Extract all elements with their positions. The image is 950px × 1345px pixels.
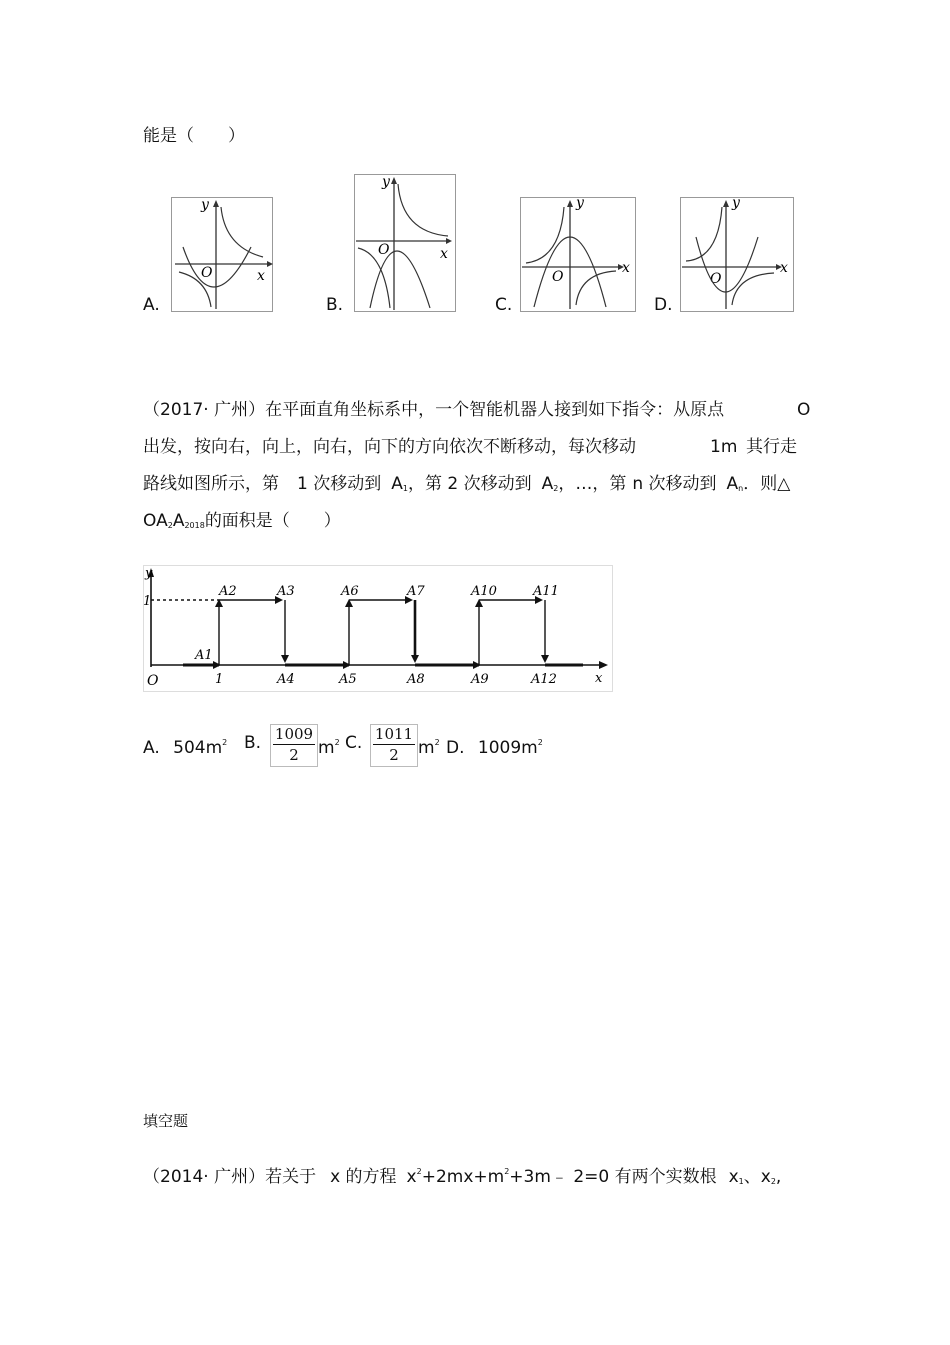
option-d-label[interactable]: D. xyxy=(654,295,673,315)
robot-path-figure xyxy=(143,565,613,692)
choice-a[interactable]: A. $504m^2$ xyxy=(143,738,228,758)
option-a-graph xyxy=(171,197,273,312)
axis-y-label-b: y xyxy=(382,174,390,190)
q2-line4: $OA_2A_{2018}$的面积是（ ） xyxy=(143,511,341,531)
axis-x-label-b: x xyxy=(440,246,448,262)
fig-one-x: 1 xyxy=(215,672,224,687)
fig-label-a8: A8 xyxy=(407,672,425,687)
axis-y-label-d: y xyxy=(732,197,740,211)
fig-label-a12: A12 xyxy=(531,672,557,687)
axis-x-label-d: x xyxy=(780,260,788,276)
origin-label: O xyxy=(201,265,213,281)
fig-y-label: y xyxy=(145,566,153,581)
fig-label-a5: A5 xyxy=(339,672,357,687)
fig-label-a11: A11 xyxy=(533,584,559,599)
axis-y-label-c: y xyxy=(576,197,584,211)
axis-x-label: x xyxy=(257,268,265,284)
axis-y-label: y xyxy=(201,197,209,213)
option-a-label[interactable]: A. xyxy=(143,295,160,315)
section-title: 填空题 xyxy=(143,1112,189,1130)
choice-c-fraction: 1011 2 xyxy=(370,724,418,767)
fig-origin-label: O xyxy=(147,673,159,689)
choice-c-label[interactable]: C. xyxy=(345,733,363,753)
fig-label-a10: A10 xyxy=(471,584,497,599)
fig-label-a7: A7 xyxy=(407,584,425,599)
origin-label-b: O xyxy=(378,242,390,258)
option-b-graph xyxy=(354,174,456,312)
origin-label-c: O xyxy=(552,269,564,285)
q2-line2: 出发，按向右，向上，向右，向下的方向依次不断移动，每次移动 xyxy=(143,437,636,457)
q2-line3: 路线如图所示，第 1 次移动到 $A_1$，第 2 次移动到 $A_2$，…，第 n 次移动到 $A_n$．则△ xyxy=(143,474,791,494)
choice-b-label[interactable]: B. xyxy=(244,733,262,753)
fig-one-y: 1 xyxy=(143,594,152,609)
q2-line2-end: 其行走 xyxy=(746,437,797,457)
fig-label-a9: A9 xyxy=(471,672,489,687)
fig-label-a4: A4 xyxy=(277,672,295,687)
question-1-tail: 能是（ ） xyxy=(143,126,245,146)
fig-x-label: x xyxy=(595,671,603,686)
choice-b-unit: $m^2$ xyxy=(318,738,340,758)
option-c-graph xyxy=(520,197,636,312)
fig-label-a2: A2 xyxy=(219,584,237,599)
fig-a1-label: A1 xyxy=(195,648,213,663)
option-b-label[interactable]: B. xyxy=(326,295,344,315)
option-d-graph xyxy=(680,197,794,312)
q2-distance: 1m xyxy=(710,437,738,457)
q2-origin-o: O xyxy=(797,400,811,420)
q3-line: （2014· 广州）若关于 x 的方程 $x^2+2mx+m^2+3m﹣$ 2=0 有两个实数根 $x_1$、$x_2$, xyxy=(143,1167,782,1187)
axis-x-label-c: x xyxy=(622,260,630,276)
option-c-label[interactable]: C. xyxy=(495,295,513,315)
choice-b-fraction: 1009 2 xyxy=(270,724,318,767)
choice-c-unit: $m^2$ xyxy=(418,738,440,758)
q2-line1: （2017· 广州）在平面直角坐标系中，一个智能机器人接到如下指令：从原点 xyxy=(143,400,725,420)
choice-d[interactable]: D. $1009m^2$ xyxy=(446,738,543,758)
origin-label-d: O xyxy=(710,271,722,287)
fig-label-a6: A6 xyxy=(341,584,359,599)
fig-label-a3: A3 xyxy=(277,584,295,599)
